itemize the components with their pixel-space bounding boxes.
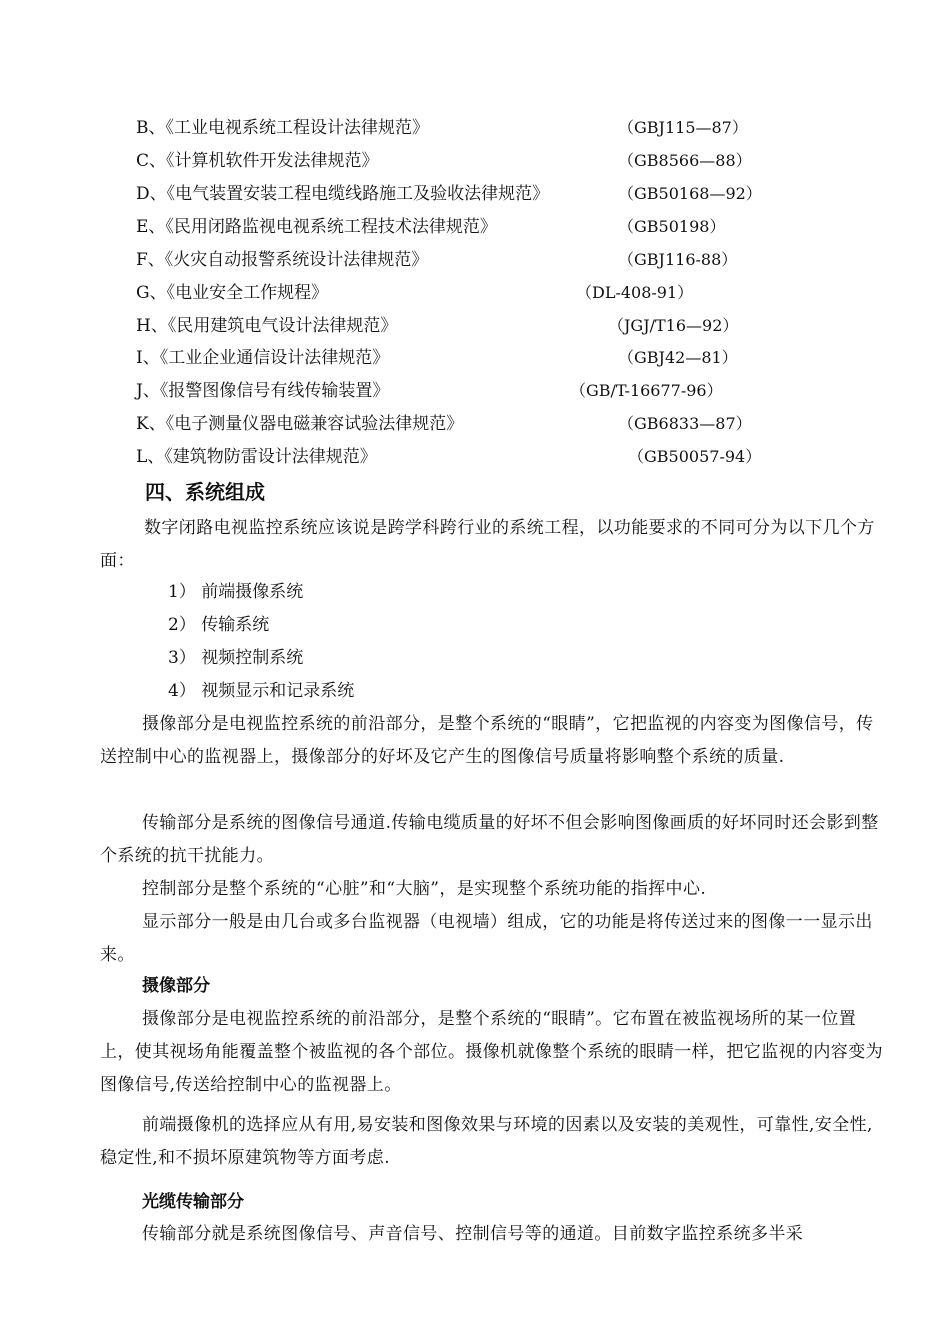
standard-label-k: K、《电子测量仪器电磁兼容试验法律规范》 (136, 414, 464, 434)
standard-code-l: （GB50057-94） (628, 447, 762, 466)
standard-code-f: （GBJ116-88） (618, 250, 738, 269)
section-title: 四、系统组成 (145, 480, 265, 504)
standard-code-i: （GBJ42—81） (618, 348, 738, 367)
standard-code-d: （GB50168—92） (618, 184, 762, 203)
standard-label-d: D、《电气装置安装工程电缆线路施工及验收法律规范》 (136, 184, 550, 204)
paragraph-transmission-summary: 传输部分是系统的图像信号通道.传输电缆质量的好坏不但会影响图像画质的好坏同时还会影到整个系统的抗干扰能力。 (100, 813, 879, 866)
standard-label-h: H、《民用建筑电气设计法律规范》 (136, 316, 398, 336)
standard-label-l: L、《建筑物防雷设计法律规范》 (136, 447, 377, 467)
paragraph-fiber: 传输部分就是系统图像信号、声音信号、控制信号等的通道。目前数字监控系统多半采 (142, 1224, 804, 1244)
standard-code-c: （GB8566—88） (618, 151, 752, 170)
standard-label-j: J、《报警图像信号有线传输装置》 (136, 381, 390, 401)
list-item: 3） 视频控制系统 (168, 648, 304, 668)
standard-code-g: （DL-408-91） (576, 283, 694, 302)
paragraph-camera-selection: 前端摄像机的选择应从有用,易安装和图像效果与环境的因素以及安装的美观性，可靠性,安全性,稳定性,和不损坏原建筑物等方面考虑. (100, 1115, 873, 1168)
standard-label-g: G、《电业安全工作规程》 (136, 283, 329, 303)
paragraph-control-summary: 控制部分是整个系统的“心脏”和“大脑”，是实现整个系统功能的指挥中心. (142, 879, 707, 899)
standard-label-c: C、《计算机软件开发法律规范》 (136, 151, 379, 171)
paragraph-camera-detail: 摄像部分是电视监控系统的前沿部分，是整个系统的“眼睛”。它布置在被监视场所的某一位置上，使其视场角能覆盖整个被监视的各个部位。摄像机就像整个系统的眼睛一样，把它监视的内容变为图像信号,传送给控制中心的监视器上。 (100, 1009, 883, 1095)
standard-code-e: （GB50198） (618, 217, 726, 236)
standard-code-j: （GB/T-16677-96） (570, 381, 723, 400)
list-item: 1） 前端摄像系统 (168, 582, 304, 602)
standard-code-k: （GB6833—87） (618, 414, 752, 433)
standard-label-e: E、《民用闭路监视电视系统工程技术法律规范》 (136, 217, 497, 237)
intro-paragraph: 数字闭路电视监控系统应该说是跨学科跨行业的系统工程，以功能要求的不同可分为以下几个方面： (100, 518, 875, 571)
camera-heading: 摄像部分 (142, 976, 210, 996)
standard-label-i: I、《工业企业通信设计法律规范》 (136, 348, 390, 368)
paragraph-camera-summary: 摄像部分是电视监控系统的前沿部分，是整个系统的“眼睛”，它把监视的内容变为图像信号，传送控制中心的监视器上，摄像部分的好坏及它产生的图像信号质量将影响整个系统的质量. (100, 714, 874, 767)
standard-code-b: （GBJ115—87） (618, 118, 748, 137)
standard-label-b: B、《工业电视系统工程设计法律规范》 (136, 118, 429, 138)
list-item: 2） 传输系统 (168, 615, 270, 635)
standard-code-h: （JGJ/T16—92） (608, 316, 739, 335)
list-item: 4） 视频显示和记录系统 (168, 681, 355, 701)
standard-label-f: F、《火灾自动报警系统设计法律规范》 (136, 250, 429, 270)
paragraph-display-summary: 显示部分一般是由几台或多台监视器（电视墙）组成，它的功能是将传送过来的图像一一显示出来。 (100, 912, 873, 965)
fiber-heading: 光缆传输部分 (142, 1192, 244, 1212)
